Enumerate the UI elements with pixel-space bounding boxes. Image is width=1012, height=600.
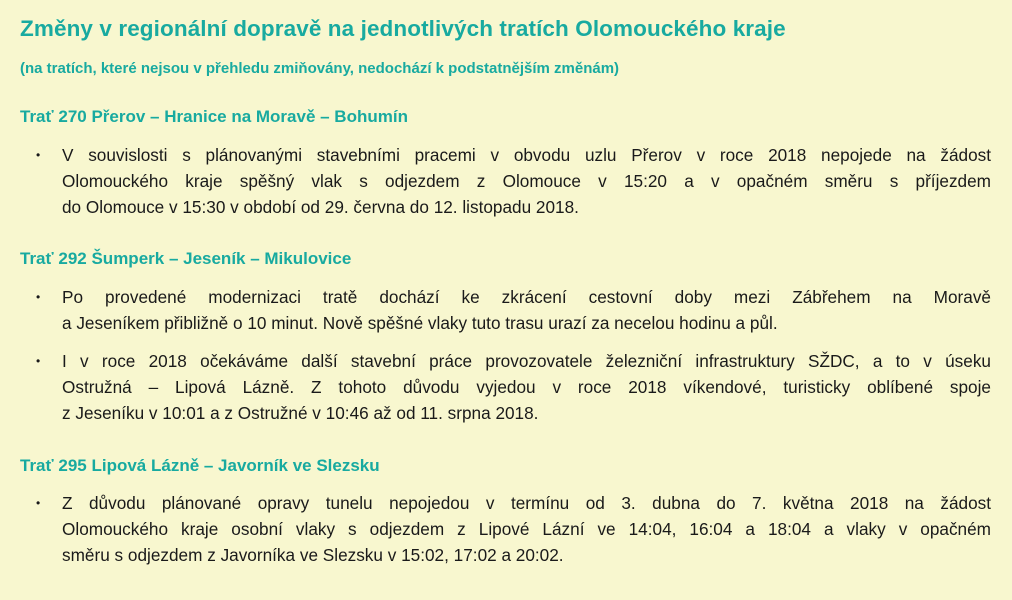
bullet-icon: • [36,148,41,162]
paragraph-line: I v roce 2018 očekáváme další stavební práce provozovatele železniční infrastruktury SŽDC, a to v úseku [62,351,991,371]
paragraph-line: Olomouckého kraje spěšný vlak s odjezdem z Olomouce v 15:20 a v opačném směru s příjezdem [62,171,991,191]
paragraph-line: V souvislosti s plánovanými stavebními pracemi v obvodu uzlu Přerov v roce 2018 nepojede na žádost [62,145,991,165]
paragraph-line: Po provedené modernizaci tratě dochází ke zkrácení cestovní doby mezi Zábřehem na Moravě [62,287,991,307]
paragraph-line: směru s odjezdem z Javorníka ve Slezsku v 15:02, 17:02 a 20:02. [62,545,564,565]
paragraph-line: a Jeseníkem přibližně o 10 minut. Nově spěšné vlaky tuto trasu urazí za necelou hodinu a půl. [62,313,778,333]
page-subtitle: (na tratích, které nejsou v přehledu zmiňovány, nedochází k podstatnějším změnám) [20,60,620,77]
bullet-icon: • [36,290,41,304]
paragraph-line: do Olomouce v 15:30 v období od 29. června do 12. listopadu 2018. [62,197,579,217]
section-heading-295: Trať 295 Lipová Lázně – Javorník ve Slezsku [20,456,380,475]
paragraph-line: Olomouckého kraje osobní vlaky s odjezdem z Lipové Lázní ve 14:04, 16:04 a 18:04 a vlaky v opačném [62,519,991,539]
bullet-icon: • [36,496,41,510]
paragraph-292-1 [62,284,991,336]
page-title: Změny v regionální dopravě na jednotlivých tratích Olomouckého kraje [20,16,786,41]
section-heading-270: Trať 270 Přerov – Hranice na Moravě – Bohumín [20,107,408,126]
section-heading-292: Trať 292 Šumperk – Jeseník – Mikulovice [20,249,352,268]
paragraph-292-2 [62,348,991,426]
paragraph-270-1 [62,142,991,220]
paragraph-295-1 [62,490,991,568]
bullet-icon: • [36,354,41,368]
paragraph-line: Ostružná – Lipová Lázně. Z tohoto důvodu vyjedou v roce 2018 víkendové, turisticky oblíbené spoje [62,377,991,397]
paragraph-line: Z důvodu plánované opravy tunelu nepojedou v termínu od 3. dubna do 7. května 2018 na žádost [62,493,991,513]
paragraph-line: z Jeseníku v 10:01 a z Ostružné v 10:46 až od 11. srpna 2018. [62,403,539,423]
